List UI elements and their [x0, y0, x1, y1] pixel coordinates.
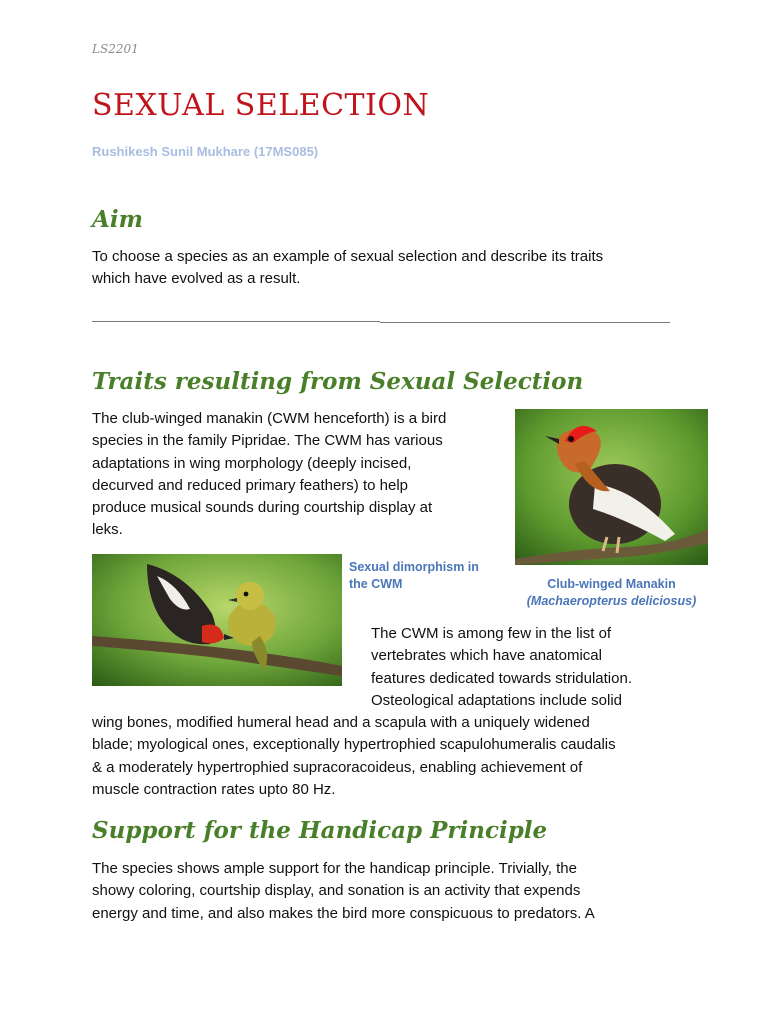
dimorphism-photo [92, 554, 342, 686]
manakin-illustration [515, 409, 708, 565]
traits-line: adaptations in wing morphology (deeply incised, [92, 454, 412, 472]
course-code: LS2201 [92, 42, 139, 56]
dimorphism-caption [349, 559, 479, 593]
traits-line: decurved and reduced primary feathers) to help [92, 476, 409, 494]
traits-line: produce musical sounds during courtship display at [92, 499, 433, 517]
aim-line: To choose a species as an example of sexual selection and describe its traits [92, 248, 604, 265]
traits-line: & a moderately hypertrophied supracoracoideus, enabling achievement of [92, 758, 583, 776]
traits-line: species in the family Pipridae. The CWM has various [92, 432, 443, 450]
handicap-line: energy and time, and also makes the bird more conspicuous to predators. A [92, 904, 595, 922]
traits-line: blade; myological ones, exceptionally hypertrophied scapulohumeralis caudalis [92, 736, 616, 754]
traits-paragraph-2-top [371, 623, 632, 712]
manakin-caption-species: (Machaeropterus deliciosus) [526, 594, 697, 608]
aim-heading: Aim [92, 206, 143, 233]
traits-line: features dedicated towards stridulation. [371, 669, 632, 687]
aim-line: which have evolved as a result. [92, 270, 301, 288]
dimorphism-caption-line: Sexual dimorphism in [349, 560, 479, 574]
divider-right [380, 322, 670, 323]
traits-heading: Traits resulting from Sexual Selection [92, 368, 584, 395]
traits-line: Osteological adaptations include solid [371, 691, 622, 709]
traits-line: The CWM is among few in the list of [371, 625, 612, 642]
manakin-caption-name: Club-winged Manakin [547, 577, 676, 591]
aim-paragraph [92, 246, 603, 291]
handicap-line: showy coloring, courtship display, and sonation is an activity that expends [92, 882, 581, 900]
manakin-caption [515, 576, 708, 610]
traits-paragraph-2-bottom [92, 712, 616, 801]
traits-paragraph-1 [92, 408, 446, 542]
traits-line: The club-winged manakin (CWM henceforth) is a bird [92, 410, 447, 427]
page-title: SEXUAL SELECTION [92, 88, 430, 123]
dimorphism-illustration [92, 554, 342, 686]
handicap-line: The species shows ample support for the handicap principle. Trivially, the [92, 860, 577, 877]
divider-left [92, 321, 380, 322]
manakin-photo [515, 409, 708, 565]
dimorphism-caption-line: the CWM [349, 577, 403, 591]
traits-line: vertebrates which have anatomical [371, 647, 602, 665]
traits-line: wing bones, modified humeral head and a scapula with a uniquely widened [92, 714, 590, 731]
handicap-heading: Support for the Handicap Principle [92, 817, 548, 844]
handicap-paragraph [92, 858, 595, 925]
traits-line: muscle contraction rates upto 80 Hz. [92, 780, 336, 798]
traits-line: leks. [92, 521, 123, 539]
author-line: Rushikesh Sunil Mukhare (17MS085) [92, 144, 319, 159]
